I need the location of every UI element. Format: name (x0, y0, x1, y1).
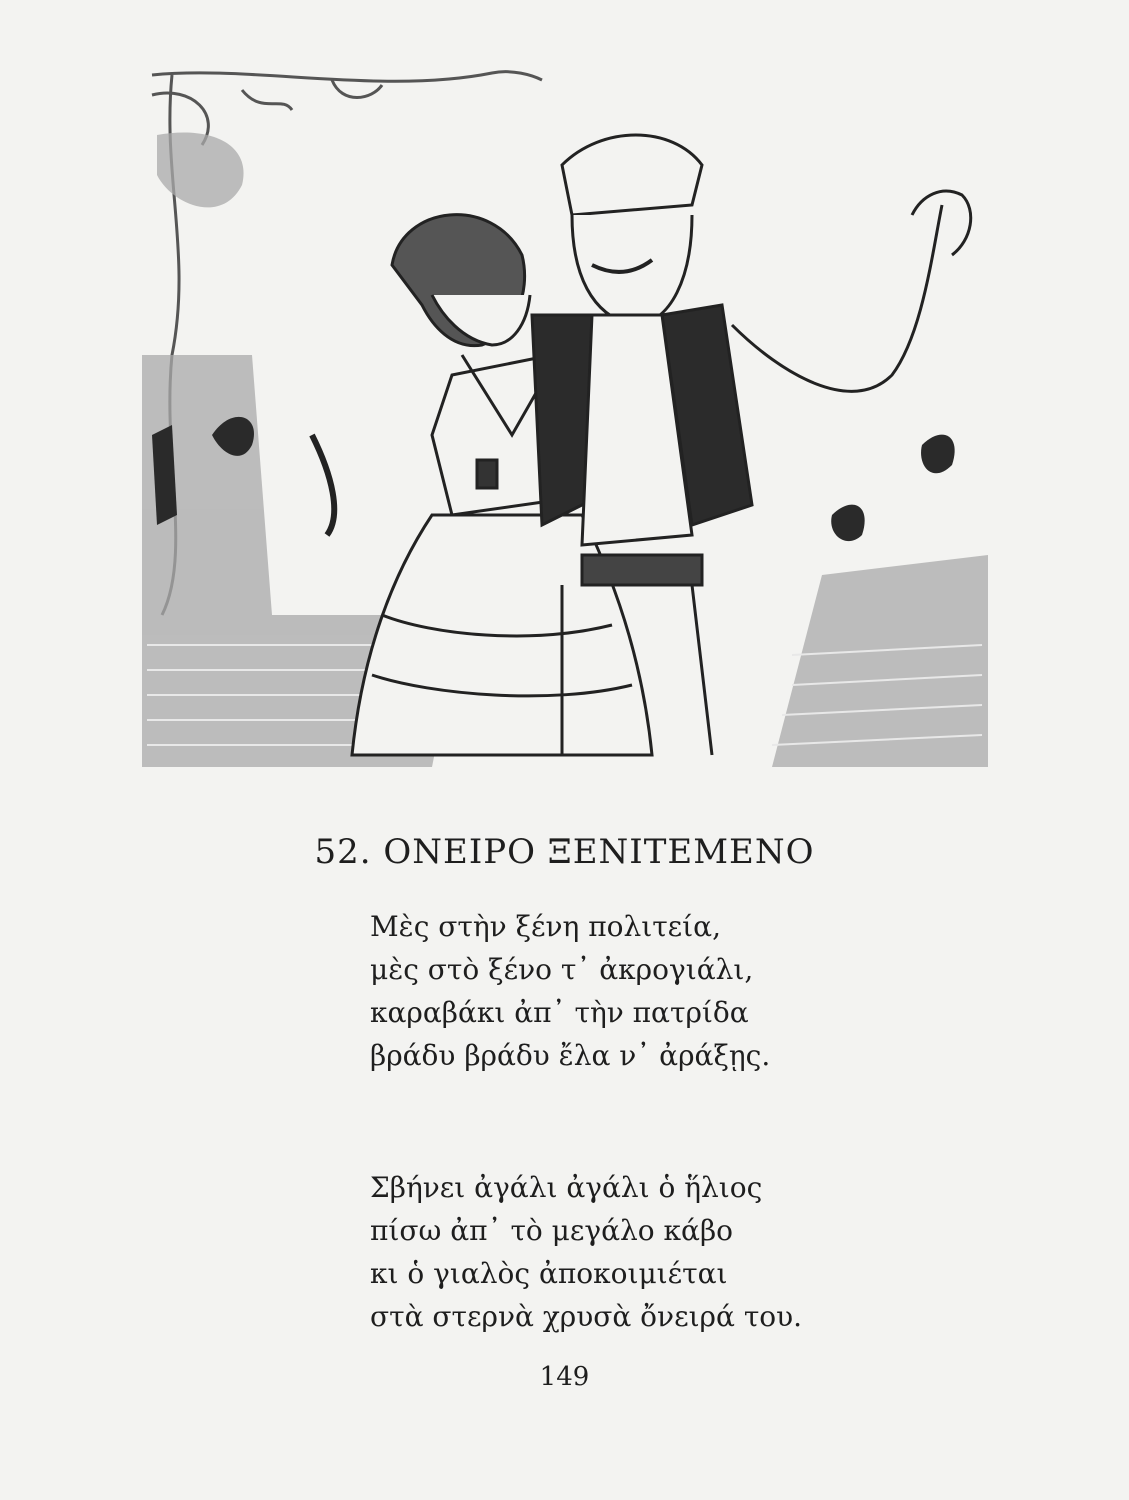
stanza-1 (370, 905, 770, 1077)
poem-line: στὰ στερνὰ χρυσὰ ὄνειρά του. (370, 1300, 803, 1333)
poem-line: κι ὁ γιαλὸς ἀποκοιμιέται (370, 1257, 728, 1290)
page-number: 149 (539, 1362, 590, 1392)
stanza-2 (370, 1166, 802, 1338)
couple-illustration (132, 55, 988, 767)
illustration (132, 55, 988, 767)
poem-line: μὲς στὸ ξένο τ᾿ ἀκρογιάλι, (370, 953, 754, 986)
poem-line: Σβήνει ἀγάλι ἀγάλι ὁ ἥλιος (370, 1171, 763, 1204)
poem-line: καραβάκι ἀπ᾿ τὴν πατρίδα (370, 996, 749, 1029)
poem-line: πίσω ἀπ᾿ τὸ μεγάλο κάβο (370, 1214, 733, 1247)
poem-title: 52. ΟΝΕΙΡΟ ΞΕΝΙΤΕΜΕΝΟ (314, 832, 815, 872)
poem-line: Μὲς στὴν ξένη πολιτεία, (370, 910, 721, 943)
poem-line: βράδυ βράδυ ἔλα ν᾿ ἀράξῃς. (370, 1039, 771, 1072)
